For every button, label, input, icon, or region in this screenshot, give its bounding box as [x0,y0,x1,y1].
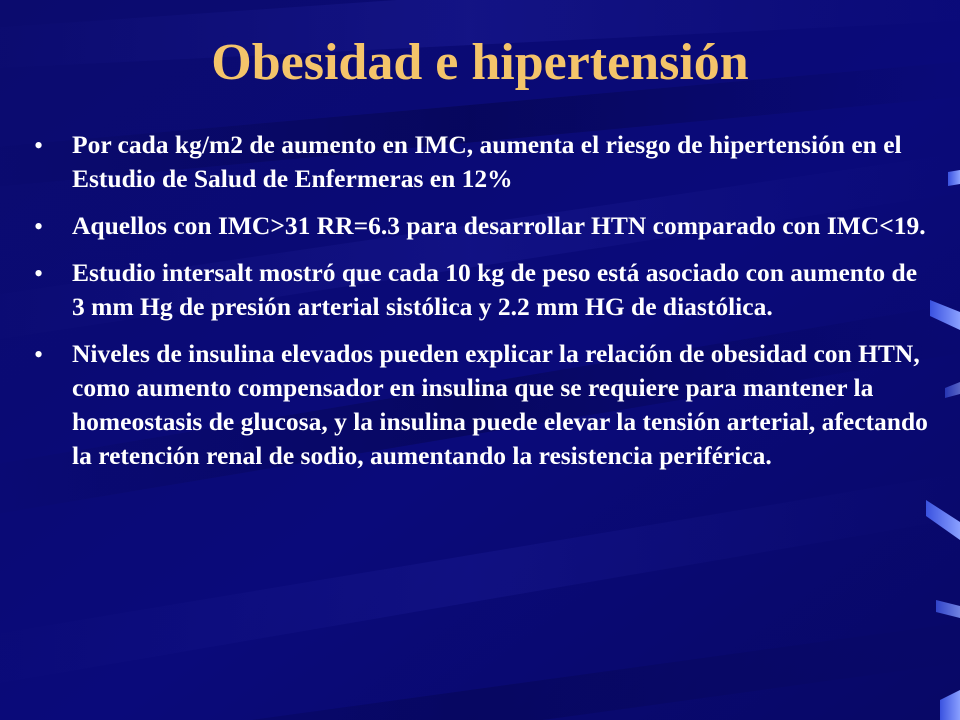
bullet-dot-icon: • [34,131,44,160]
bullet-dot-icon: • [34,259,44,288]
bullet-item [32,337,936,473]
bullet-text: Por cada kg/m2 de aumento en IMC, aumenta el riesgo de hipertensión en el Estudio de Salud de Enfermeras en 12% [72,130,902,193]
bullet-item [32,256,936,324]
bullet-text: Aquellos con IMC>31 RR=6.3 para desarrollar HTN comparado con IMC<19. [72,211,926,240]
bullet-text: Estudio intersalt mostró que cada 10 kg de peso está asociado con aumento de 3 mm Hg de presión arterial sistólica y 2.2 mm HG de diastólica. [72,258,918,321]
bullet-dot-icon: • [34,340,44,369]
bullet-text: Niveles de insulina elevados pueden explicar la relación de obesidad con HTN, como aumento compensador en insulina que se requiere para mantener la homeostasis de glucosa, y la insulina puede elevar la tensión arterial, afectando la retención renal de sodio, aumentando la resistencia periférica. [72,339,928,470]
bullet-list [32,128,936,486]
bullet-dot-icon: • [34,212,44,241]
slide-title: Obesidad e hipertensión [211,34,749,91]
bullet-item [32,128,936,196]
bullet-item [32,209,936,243]
